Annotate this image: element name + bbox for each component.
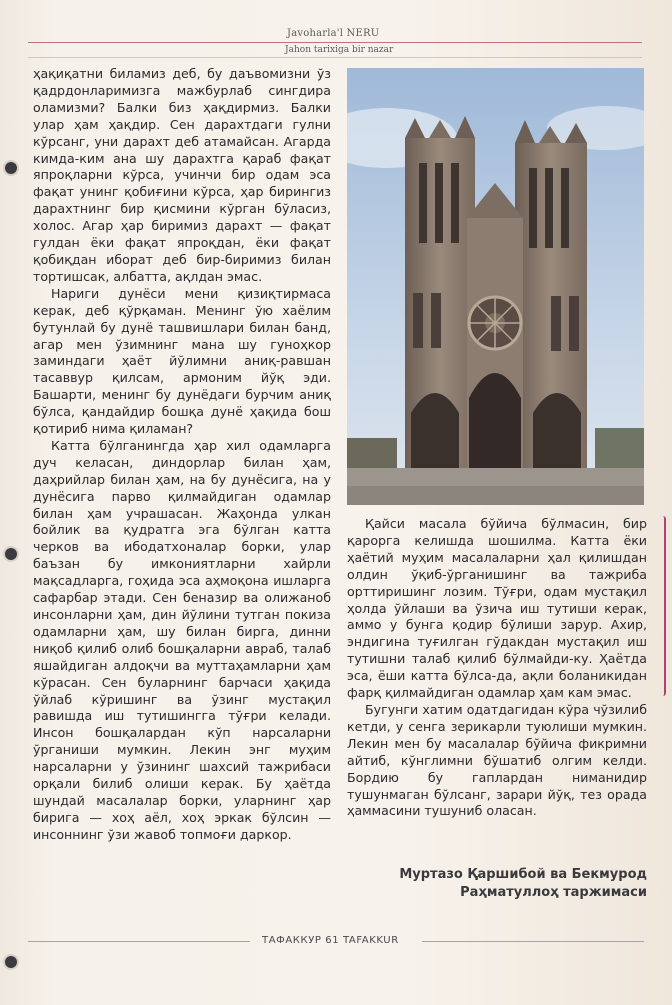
translator-credit-line: Муртазо Қаршибой ва Бекмурод — [399, 867, 647, 882]
paragraph: Қайси масала бўйича бўлмасин, бир қарорга келишда шошилма. Катта ёки ҳаётий муҳим масалаларни ҳал қилишдан олдин ўқиб-ўрганишинг ва тажриба орттиришинг лозим. Тўғри, одам мустақил ҳолда ўйлаши ва ўзича иш тутиши керак, аммо у бунга қодир бўлиши зарур. Ахир, эндигина туғилган гўдакдан мустақил иш тутишни талаб қилиб бўлмайди-ку. Ҳаётда эса, ёши катта бўлса-да, ақли боланикидан фарқ қилмайдиган одамлар ҳам кам эмас. — [347, 516, 647, 701]
running-header-author: Javoharla'l NERU — [287, 28, 380, 39]
footer-rule-right — [422, 941, 644, 942]
running-header-title: Jahon tarixiga bir nazar — [285, 45, 394, 55]
paragraph: Бугунги хатим одатдагидан кўра чўзилиб кетди, у сенга зерикарли туюлиши мумкин. Лекин мен бу масалалар бўйича фикримни айтиб, кўнглимни бўшатиб олгим келди. Бордию бу гаплардан ниманидир тушунмаган бўлсанг, зарари йўқ, тез орада ҳаммасини тушуниб оласан. — [347, 701, 647, 819]
paragraph: Нариги дунёси мени қизиқтирмаса керак, деб қўрқаман. Менинг ўю хаёлим бутунлай бу дунё ташвишлари билан банд, агар мен ўзимнинг мана шу гуноҳкор заминдаги ҳаёт йўлимни аниқ-равшан тасаввур қилсам, армоним йўқ эди. Башарти, менинг бу дунёдаги бурчим аниқ бўлса, қандайдир бошқа дунё ҳақида бош қотириб нима қиламан? — [33, 285, 331, 437]
translator-credit — [347, 866, 647, 902]
binder-hole-icon — [5, 162, 17, 174]
paragraph: ҳақиқатни биламиз деб, бу даъвомизни ўз қадрдонларимизга мажбурлаб сингдира оламизми? Балки биз ҳақдирмиз. Балки улар ҳам ҳақдир. Сен дарахтдаги гулни кўрсанг, уни дарахт деб атамайсан. Агарда кимда-ким ана шу дарахтга қараб фақат япроқларни кўрса, учинчи бир одам эса фақат унинг қобиғини кўрса, ҳар бирингиз дарахтнинг бир қисмини кўрган бўласиз, холос. Агар ҳар биримиз дарахт — фақат гулдан ёки фақат япроқдан, ёки фақат қобиқдан иборат деб бир-биримиз билан тортишсак, албатта, ақлдан эмас. — [33, 66, 331, 284]
page-footer: ТАФАККУР 61 TAFAKKUR — [262, 935, 399, 946]
binder-hole-icon — [5, 956, 17, 968]
translator-credit-line: Раҳматуллоҳ таржимаси — [460, 885, 647, 900]
footer-rule-left — [28, 941, 250, 942]
header-rule — [28, 42, 642, 43]
left-text-column — [33, 66, 331, 844]
header-rule-secondary — [28, 57, 642, 58]
right-text-column — [347, 516, 647, 820]
margin-annotation-mark — [660, 516, 666, 696]
cathedral-photo — [347, 68, 644, 505]
binder-hole-icon — [5, 548, 17, 560]
paragraph: Катта бўлганингда ҳар хил одамларга дуч келасан, диндорлар билан ҳам, даҳрийлар билан ҳам, на бу дунёсига, на у дунёсига парво қилмайдиган одамлар билан ҳам учрашасан. Жаҳонда улкан бойлик ва қудратга эга бўлган катта черков ва ибодатхоналар борки, улар баъзан бу имкониятларни хайрли мақсадларга, гоҳида эса аҳмоқона ишларга сафарбар этади. Сен беназир ва олижаноб инсонларни ҳам, дин йўлини тутган покиза одамларни ҳам, шу билан бирга, динни ниқоб қилиб олиб бошқаларни авраб, талаб яшайдиган алдоқчи ва муттаҳамларни ҳам кўрасан. Сен буларнинг барчаси ҳақида ўйлаб кўришинг ва ўзинг мустақил равишда иш тутишингга тўғри келади. Инсон бошқалардан кўп нарсаларни ўрганиши мумкин. Лекин энг муҳим нарсаларни у ўзининг шахсий тажрибаси орқали билиб олиши керак. Бу ҳаётда шундай масалалар борки, уларнинг ҳар бирига — хоҳ аёл, хоҳ эркак бўлсин — инсоннинг ўзи жавоб топмоғи даркор. — [33, 437, 331, 842]
